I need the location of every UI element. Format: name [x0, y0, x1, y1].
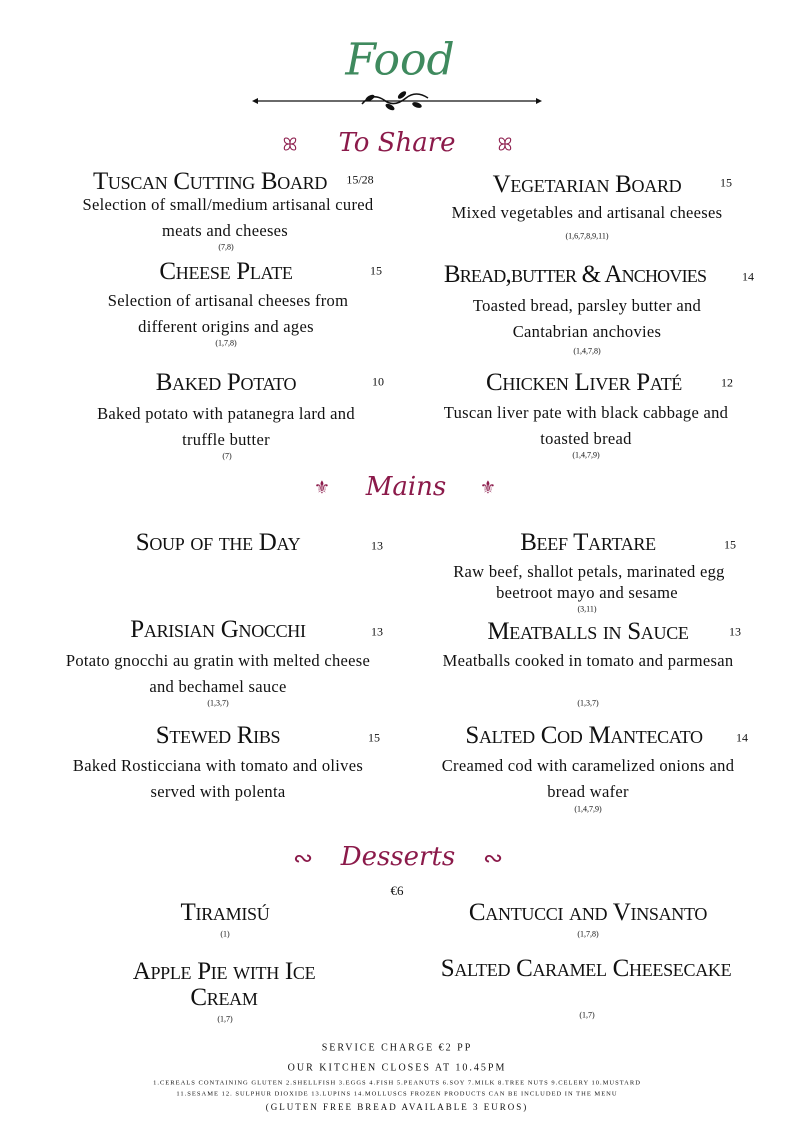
item-allergens: (1,7,8) [215, 338, 237, 348]
vine-divider-icon [252, 88, 542, 114]
section-heading-mains: Mains [365, 472, 447, 502]
item-allergens: (1,7) [217, 1014, 233, 1024]
item-name: Beef Tartare [520, 529, 656, 556]
item-name: Salted Cod Mantecato [465, 722, 703, 749]
section-heading-desserts: Desserts [340, 842, 456, 872]
item-description: different origins and ages [138, 317, 314, 336]
item-name: Tuscan Cutting Board [92, 168, 328, 195]
item-description: and bechamel sauce [149, 677, 287, 696]
item-allergens: (1,4,7,9) [574, 804, 602, 814]
item-allergens: (1,7,8) [577, 929, 599, 939]
fleur-ornament-icon: ⚜ [313, 477, 331, 499]
item-allergens: (1,4,7,9) [572, 450, 600, 460]
item-description: meats and cheeses [161, 221, 289, 240]
item-name: Cantucci and Vinsanto [468, 899, 708, 926]
item-description: toasted bread [540, 429, 632, 448]
item-price: 15 [370, 263, 382, 278]
swirl-ornament-icon: ꕤ [282, 134, 298, 156]
item-description: beetroot mayo and sesame [496, 583, 678, 602]
wave-ornament-icon: ∾ [482, 844, 504, 872]
item-allergens: (1) [220, 929, 230, 939]
item-description: Toasted bread, parsley butter and [472, 296, 702, 315]
item-price: 14 [742, 269, 754, 284]
item-description: truffle butter [182, 430, 270, 449]
item-name: Parisian Gnocchi [130, 616, 306, 643]
item-description: Cantabrian anchovies [512, 322, 662, 341]
item-name: Vegetarian Board [492, 171, 682, 198]
item-name: Apple Pie with Ice [132, 958, 316, 985]
item-allergens: (1,6,7,8,9,11) [565, 231, 609, 241]
item-allergens: (7) [222, 451, 232, 461]
item-description: Raw beef, shallot petals, marinated egg [453, 562, 725, 581]
item-description: Mixed vegetables and artisanal cheeses [451, 203, 723, 222]
item-name: Cream [190, 984, 258, 1011]
item-price: 14 [736, 730, 748, 745]
item-description: Potato gnocchi au gratin with melted cheese [65, 651, 371, 670]
item-name: Tiramisú [180, 899, 270, 926]
item-description: Selection of artisanal cheeses from [107, 291, 349, 310]
item-price: 15 [720, 175, 732, 190]
item-price: 15 [368, 730, 380, 745]
item-description: Tuscan liver pate with black cabbage and [443, 403, 729, 422]
fleur-ornament-icon: ⚜ [479, 477, 497, 499]
kitchen-hours: OUR KITCHEN CLOSES AT 10.45PM [287, 1062, 507, 1074]
item-allergens: (1,3,7) [207, 698, 229, 708]
section-heading-to-share: To Share [338, 128, 456, 158]
allergen-legend: 1.CEREALS CONTAINING GLUTEN 2.SHELLFISH 3.EGGS 4.FISH 5.PEANUTS 6.SOY 7.MILK 8.TREE NUTS 9.CELERY 10.MUSTARD [153, 1079, 641, 1087]
item-description: Creamed cod with caramelized onions and [441, 756, 735, 775]
item-price: 13 [371, 538, 383, 553]
item-price: 13 [371, 624, 383, 639]
item-allergens: (7,8) [218, 242, 234, 252]
page-title: Food [345, 34, 455, 86]
item-price: 15 [724, 537, 736, 552]
item-price: 15/28 [346, 172, 374, 187]
item-description: Baked Rosticciana with tomato and olives [72, 756, 364, 775]
item-name: Cheese Plate [159, 258, 293, 285]
item-price: 10 [372, 374, 384, 389]
item-allergens: (1,4,7,8) [573, 346, 601, 356]
service-charge: SERVICE CHARGE €2 PP [321, 1042, 473, 1054]
item-description: bread wafer [547, 782, 629, 801]
swirl-ornament-icon: ꕤ [497, 134, 513, 156]
item-name: Meatballs in Sauce [487, 618, 689, 645]
allergen-legend: 11.SESAME 12. SULPHUR DIOXIDE 13.LUPINS 14.MOLLUSCS FROZEN PRODUCTS CAN BE INCLUDED IN THE MENU [176, 1090, 618, 1098]
item-name: Bread,butter & Anchovies [443, 261, 707, 288]
item-allergens: (1,3,7) [577, 698, 599, 708]
gluten-free-note: (GLUTEN FREE BREAD AVAILABLE 3 EUROS) [265, 1102, 529, 1112]
item-name: Chicken Liver Paté [486, 369, 682, 396]
item-description: Selection of small/medium artisanal cured [82, 195, 374, 214]
item-description: served with polenta [150, 782, 286, 801]
item-name: Stewed Ribs [155, 722, 281, 749]
item-name: Baked Potato [155, 369, 297, 396]
item-description: Meatballs cooked in tomato and parmesan [442, 651, 734, 670]
item-allergens: (1,7) [579, 1010, 595, 1020]
item-name: Soup of the Day [135, 529, 301, 556]
item-name: Salted Caramel Cheesecake [440, 955, 732, 982]
dessert-price: €6 [390, 883, 404, 898]
item-description: Baked potato with patanegra lard and [97, 404, 355, 423]
item-allergens: (3,11) [577, 604, 597, 614]
wave-ornament-icon: ∾ [292, 844, 314, 872]
item-price: 12 [721, 375, 733, 390]
item-price: 13 [729, 624, 741, 639]
